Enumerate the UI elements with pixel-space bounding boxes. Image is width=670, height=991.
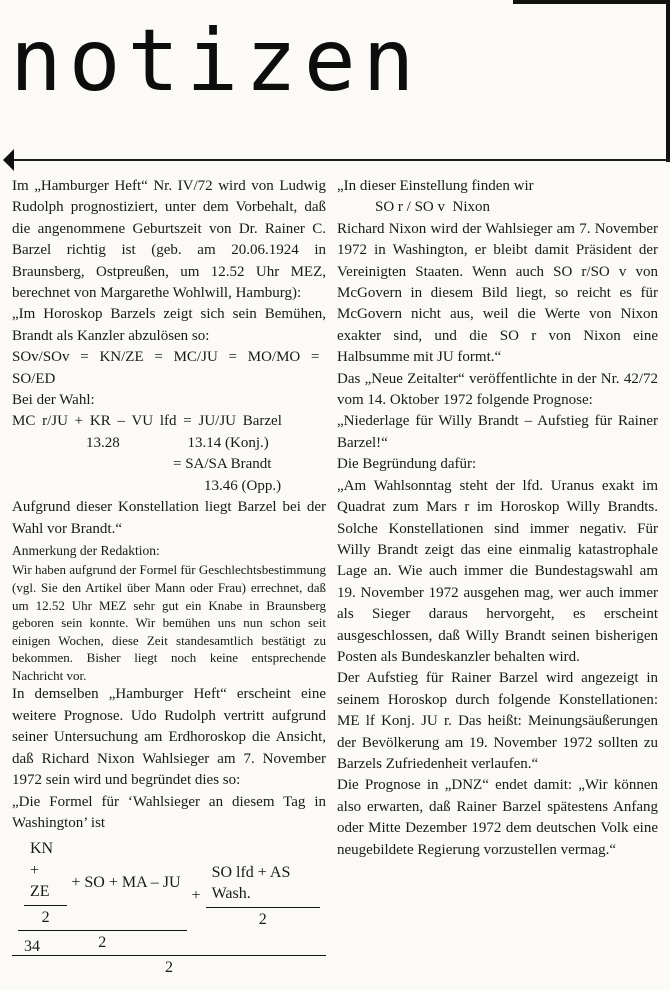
formula-line: 13.46 (Opp.): [204, 477, 282, 494]
editorial-note-heading: Anmerkung der Redaktion:: [12, 542, 160, 558]
paragraph: Aufgrund dieser Konstellation liegt Barzel bei der Wahl vor Brandt.“: [12, 499, 326, 537]
paragraph: „In dieser Einstellung finden wir: [337, 178, 534, 194]
paragraph: „Im Horoskop Barzels zeigt sich sein Bemühen, Brandt als Kanzler abzulösen so:: [12, 306, 326, 344]
outer-fraction: [12, 838, 326, 978]
outer-denominator: 2: [165, 959, 173, 977]
right-denominator: 2: [258, 910, 267, 928]
left-column: [12, 176, 326, 979]
middle-denominator: 2: [98, 933, 107, 951]
formula-line: [12, 433, 326, 454]
formula-line: = SA/SA Brandt: [173, 456, 272, 473]
formula-terms: + SO + MA – JU: [71, 874, 181, 892]
left-arrow-icon: [3, 149, 14, 171]
paragraph: Bei der Wahl:: [12, 392, 95, 409]
middle-fraction: [18, 838, 187, 953]
astro-formula-line: SO r / SO v Nixon: [375, 199, 491, 216]
paragraph: Die Prognose in „DNZ“ endet damit: „Wir können also erwarten, daß Rainer Barzel spätestens Anfang oder Mitte Dezember 1972 dem deutschen Volk eine neugebildete Regierung vorzustellen vermag.“: [337, 777, 658, 858]
inner-numerator: KN + ZE: [24, 838, 67, 905]
paragraph: Die Begründung dafür:: [337, 456, 477, 473]
right-numerator: SO lfd + AS Wash.: [206, 862, 320, 908]
header-divider-rule: [10, 159, 670, 161]
paragraph: „Am Wahlsonntag steht der lfd. Uranus exakt im Quadrat zum Mars r im Horoskop Willy Brandts. Solche Konstellationen sind immer negativ. Für Willy Brandt zeigt das eine einmalig katastrophale Lage an. Wie auch immer die Bundestagswahl am 19. November 1972 ausgehen mag, wer auch immer als Sieger daraus hervorgeht, es erscheint ausgeschlossen, daß Willy Brandt seinen bisherigen Posten als Bundeskanzler behalten wird.: [337, 477, 658, 665]
inner-fraction: [24, 838, 67, 928]
right-fraction: [206, 862, 320, 930]
right-column: [337, 176, 658, 861]
paragraph: Das „Neue Zeitalter“ veröffentlichte in der Nr. 42/72 vom 14. Oktober 1972 folgende Prognose:: [337, 370, 658, 409]
paragraph: In demselben „Hamburger Heft“ erscheint eine weitere Prognose. Udo Rudolph vertritt aufgrund seiner Untersuchung am Erdhoroskop die Ansicht, daß Richard Nixon Wahlsieger am 7. November 1972 sein wird und begründet dies so:: [12, 686, 326, 789]
paragraph: „Die Formel für ‘Wahlsieger an diesem Tag in Washington’ ist: [12, 793, 326, 831]
paragraph: „Niederlage für Willy Brandt – Aufstieg für Rainer Barzel!“: [337, 413, 658, 451]
paragraph: Der Aufstieg für Rainer Barzel wird angezeigt in seinem Horoskop durch folgende Konstellationen: ME lf Konj. JU r. Das heißt: Meinungsäußerungen der Bevölkerung am 19. November 1972 sollten zu Barzels Zufriedenheit verlaufen.“: [337, 670, 658, 772]
astro-formula-line: SOv/SOv = KN/ZE = MC/JU = MO/MO =: [12, 349, 320, 366]
right-edge-bar: [666, 0, 670, 162]
formula-line: MC r/JU + KR – VU lfd = JU/JU Barzel: [12, 413, 282, 430]
paragraph: Richard Nixon wird der Wahlsieger am 7. November 1972 in Washington, er bleibt damit Präsident der Vereinigten Staaten. Wenn auch SO r/SO v von McGovern in diesem Bild liegt, so reicht es für McGovern nicht aus, weil die Werte von Nixon exakter sind, und die SO r von Nixon eine Halbsumme mit JU formt.“: [337, 220, 658, 366]
page-number: 34: [24, 938, 40, 955]
editorial-note-body: Wir haben aufgrund der Formel für Geschlechtsbestimmung (vgl. Sie den Artikel über Mann oder Frau) errechnet, daß um 12.52 Uhr MEZ sehr gut ein Knabe in Braunsberg geboren sein konnte. Wir bemühen uns nun schon seit einigen Wochen, diese Zeit standesamtlich bestätigt zu bekommen. Bisher liegt noch keine entsprechende Nachricht vor.: [12, 562, 326, 683]
paragraph: Im „Hamburger Heft“ Nr. IV/72 wird von Ludwig Rudolph prognostiziert, unter dem Vorbehalt, daß die angenommene Geburtszeit von Dr. Rainer C. Barzel richtig ist (geb. am 20.06.1924 in Braunsberg, Ostpreußen, um 12.52 Uhr MEZ, berechnet von Margarethe Wohlwill, Hamburg):: [12, 178, 326, 302]
page-title: notizen: [10, 11, 422, 111]
nested-fraction-formula: [12, 838, 326, 978]
formula-value: 13.28: [86, 434, 120, 451]
formula-value: 13.14 (Konj.): [187, 434, 269, 451]
plus-operator: +: [191, 887, 201, 905]
astro-formula-line: SO/ED: [12, 370, 56, 387]
inner-denominator: 2: [41, 908, 50, 926]
top-right-rule: [513, 0, 670, 4]
wahl-formula-block: [12, 411, 326, 497]
